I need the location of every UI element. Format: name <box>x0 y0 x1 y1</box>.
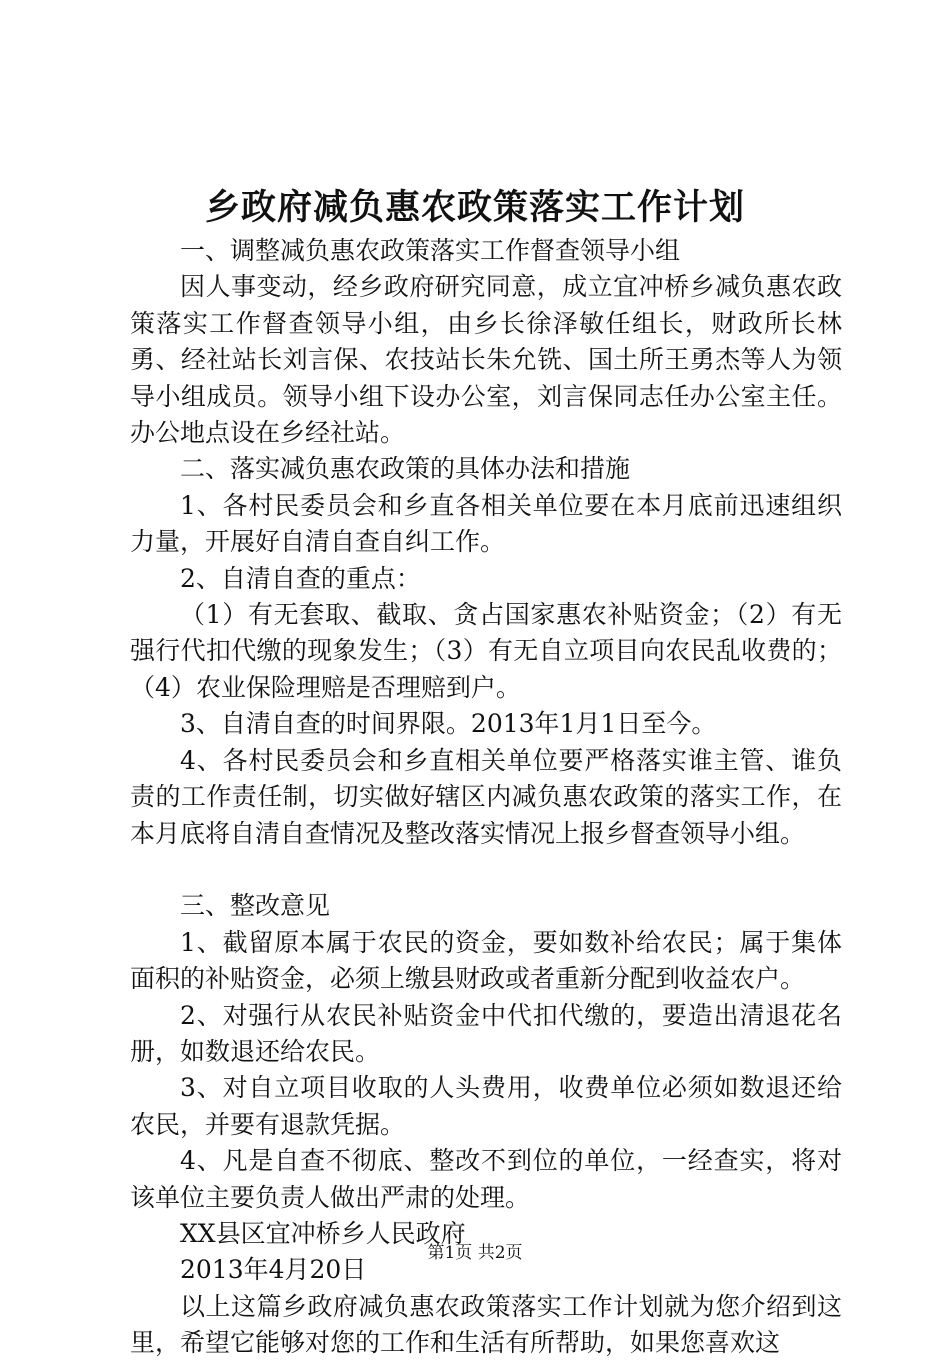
paragraph: 1、各村民委员会和乡直各相关单位要在本月底前迅速组织力量，开展好自清自查自纠工作。 <box>130 490 842 557</box>
paragraph: 3、自清自查的时间界限。2013年1月1日至今。 <box>180 709 717 739</box>
paragraph: 以上这篇乡政府减负惠农政策落实工作计划就为您介绍到这里，希望它能够对您的工作和生活有所帮助，如果您喜欢这 <box>130 1291 842 1358</box>
paragraph: 2、自清自查的重点： <box>180 563 421 593</box>
paragraph: 因人事变动，经乡政府研究同意，成立宜冲桥乡减负惠农政策落实工作督查领导小组，由乡长徐泽敏任组长，财政所长林勇、经社站长刘言保、农技站长朱允铣、国土所王勇杰等人为领导小组成员。领导小组下设办公室，刘言保同志任办公室主任。办公地点设在乡经社站。 <box>130 272 842 448</box>
signature-date: 2013年4月20日 <box>180 1255 367 1285</box>
signature-organization: XX县区宜冲桥乡人民政府 <box>180 1218 466 1248</box>
paragraph: 2、对强行从农民补贴资金中代扣代缴的，要造出清退花名册，如数退还给农民。 <box>130 1000 842 1066</box>
paragraph: 4、凡是自查不彻底、整改不到位的单位，一经查实，将对该单位主要负责人做出严肃的处理。 <box>130 1146 842 1212</box>
blank-line <box>130 852 842 888</box>
section-heading-3: 三、整改意见 <box>180 891 331 921</box>
paragraph: （1）有无套取、截取、贪占国家惠农补贴资金；（2）有无强行代扣代缴的现象发生；（3）有无自立项目向农民乱收费的；（4）农业保险理赔是否理赔到户。 <box>130 600 842 702</box>
paragraph: 1、截留原本属于农民的资金，要如数补给农民；属于集体面积的补贴资金，必须上缴县财政或者重新分配到收益农户。 <box>130 927 842 994</box>
page-number: 第1页 共2页 <box>427 1243 523 1263</box>
paragraph: 4、各村民委员会和乡直相关单位要严格落实谁主管、谁负责的工作责任制，切实做好辖区内减负惠农政策的落实工作，在本月底将自清自查情况及整改落实情况上报乡督查领导小组。 <box>130 745 842 848</box>
document-title: 乡政府减负惠农政策落实工作计划 <box>204 187 745 228</box>
document-body <box>130 233 842 1362</box>
section-heading-2: 二、落实减负惠农政策的具体办法和措施 <box>180 454 631 484</box>
section-heading-1: 一、调整减负惠农政策落实工作督查领导小组 <box>180 236 681 265</box>
paragraph: 3、对自立项目收取的人头费用，收费单位必须如数退还给农民，并要有退款凭据。 <box>130 1073 842 1139</box>
